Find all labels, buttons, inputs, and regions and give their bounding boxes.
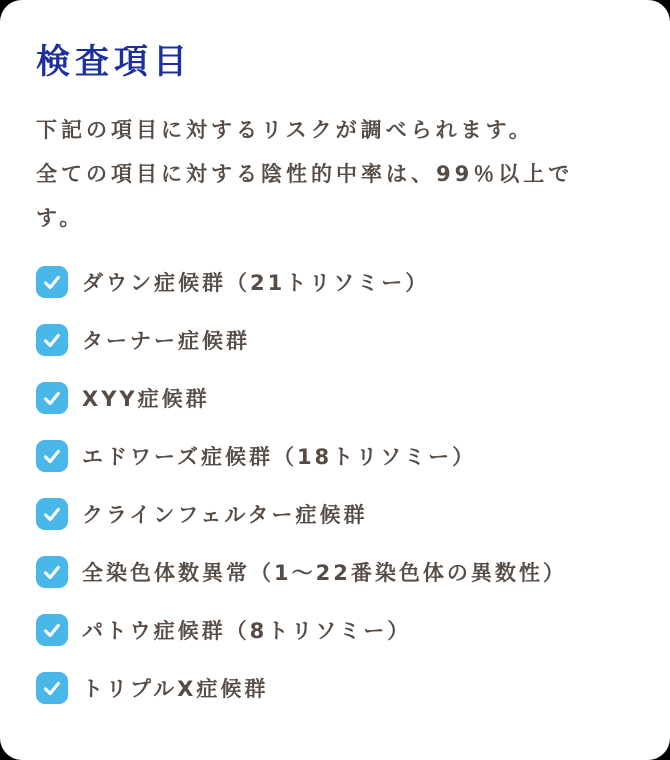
item-label: ターナー症候群	[82, 329, 250, 353]
description-line-2: 全ての項目に対する陰性的中率は、99％以上です。	[36, 162, 574, 230]
item-label: エドワーズ症候群（18トリソミー）	[82, 445, 477, 469]
check-icon	[41, 677, 63, 699]
checkbox-checked[interactable]	[36, 556, 68, 588]
test-item-row	[36, 614, 634, 646]
item-label: ダウン症候群（21トリソミー）	[82, 271, 430, 295]
check-icon	[41, 619, 63, 641]
test-item-row	[36, 498, 634, 530]
test-item-row	[36, 556, 634, 588]
checkbox-checked[interactable]	[36, 266, 68, 298]
checkbox-checked[interactable]	[36, 614, 68, 646]
check-icon	[41, 387, 63, 409]
check-icon	[41, 503, 63, 525]
checkbox-checked[interactable]	[36, 440, 68, 472]
test-items-list	[36, 266, 634, 704]
description-line-1: 下記の項目に対するリスクが調べられます。	[36, 118, 534, 142]
description	[36, 108, 608, 240]
item-label: 全染色体数異常（1〜22番染色体の異数性）	[82, 561, 567, 585]
item-label: クラインフェルター症候群	[82, 503, 368, 527]
checkbox-checked[interactable]	[36, 672, 68, 704]
check-icon	[41, 329, 63, 351]
check-icon	[41, 271, 63, 293]
checkbox-checked[interactable]	[36, 324, 68, 356]
checkbox-checked[interactable]	[36, 382, 68, 414]
item-label: パトウ症候群（8トリソミー）	[82, 619, 412, 643]
test-item-row	[36, 382, 634, 414]
check-icon	[41, 445, 63, 467]
item-label: XYY症候群	[82, 387, 210, 411]
test-item-row	[36, 440, 634, 472]
test-item-row	[36, 672, 634, 704]
check-icon	[41, 561, 63, 583]
item-label: トリプルX症候群	[82, 677, 269, 701]
page-title: 検査項目	[36, 42, 192, 82]
test-item-row	[36, 266, 634, 298]
test-item-row	[36, 324, 634, 356]
checkbox-checked[interactable]	[36, 498, 68, 530]
